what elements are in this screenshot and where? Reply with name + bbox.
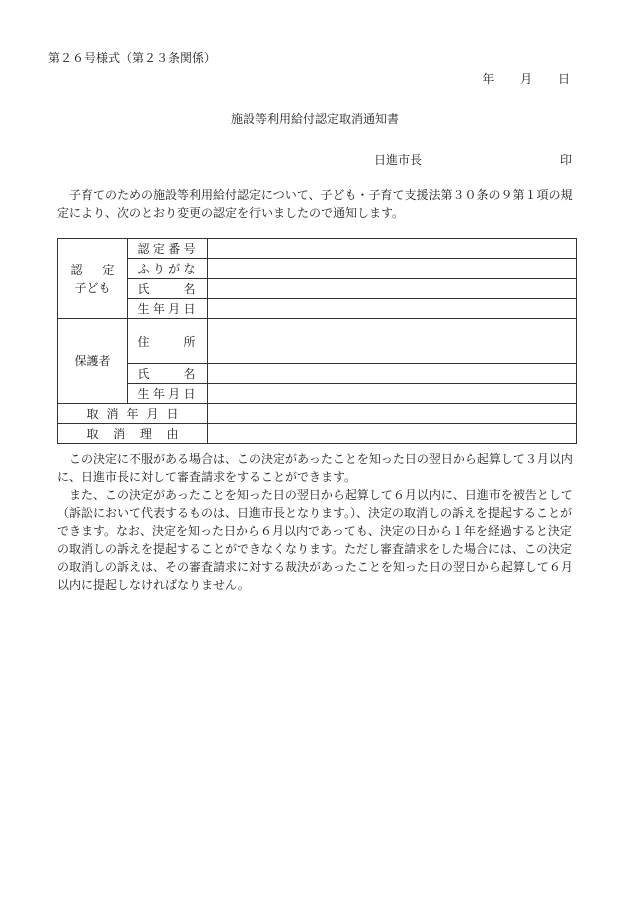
furigana-label: ふりがな xyxy=(128,259,208,279)
child-name-field[interactable] xyxy=(208,279,577,299)
guardian-name-field[interactable] xyxy=(208,364,577,384)
cancel-date-field[interactable] xyxy=(208,404,577,424)
issuer-name: 日進市長 xyxy=(374,153,423,167)
cert-number-label: 認定番号 xyxy=(128,239,208,259)
form-number: 第２６号様式（第２３条関係） xyxy=(48,51,217,65)
notice-paragraph-1: この決定に不服がある場合は、この決定があったことを知った日の翌日から起算して３月以内に、日進市長に対して審査請求をすることができます。 xyxy=(57,452,573,484)
cancel-reason-label: 取消理由 xyxy=(58,424,208,444)
guardian-birthdate-label: 生年月日 xyxy=(128,384,208,404)
appeal-notice xyxy=(57,450,576,594)
guardian-group-label: 保護者 xyxy=(58,319,128,404)
seal-mark: 印 xyxy=(559,153,572,167)
guardian-name-label: 氏名 xyxy=(128,364,208,384)
cert-number-field[interactable] xyxy=(208,239,577,259)
date-month-label: 月 xyxy=(520,72,533,86)
info-table xyxy=(57,238,577,444)
address-label: 住所 xyxy=(128,319,208,364)
date-line xyxy=(482,70,570,87)
date-year-label: 年 xyxy=(482,72,495,86)
child-group-label: 認定 子ども xyxy=(58,239,128,319)
cancel-date-label: 取消年月日 xyxy=(58,404,208,424)
child-birthdate-label: 生年月日 xyxy=(128,299,208,319)
address-field[interactable] xyxy=(208,319,577,364)
cancel-reason-field[interactable] xyxy=(208,424,577,444)
date-day-label: 日 xyxy=(557,72,570,86)
notice-paragraph-2: また、この決定があったことを知った日の翌日から起算して６月以内に、日進市を被告として（訴訟において代表するものは、日進市長となります。）、決定の取消しの訴えを提起することができます。なお、決定を知った日から６月以内であっても、決定の日から１年を経過すると決定の取消しの訴えを提起することができなくなります。ただし審査請求をした場合には、この決定の取消しの訴えは、その審査請求に対する裁決があったことを知った日の翌日から起算して６月以内に提起しなければなりません。 xyxy=(57,488,573,592)
furigana-field[interactable] xyxy=(208,259,577,279)
guardian-birthdate-field[interactable] xyxy=(208,384,577,404)
body-paragraph: 子育てのための施設等利用給付認定について、子ども・子育て支援法第３０条の９第１項の規定により、次のとおり変更の認定を行いましたので通知します。 xyxy=(57,188,573,220)
child-birthdate-field[interactable] xyxy=(208,299,577,319)
issuer-line xyxy=(374,151,572,168)
document-title: 施設等利用給付認定取消通知書 xyxy=(230,112,399,126)
child-name-label: 氏名 xyxy=(128,279,208,299)
